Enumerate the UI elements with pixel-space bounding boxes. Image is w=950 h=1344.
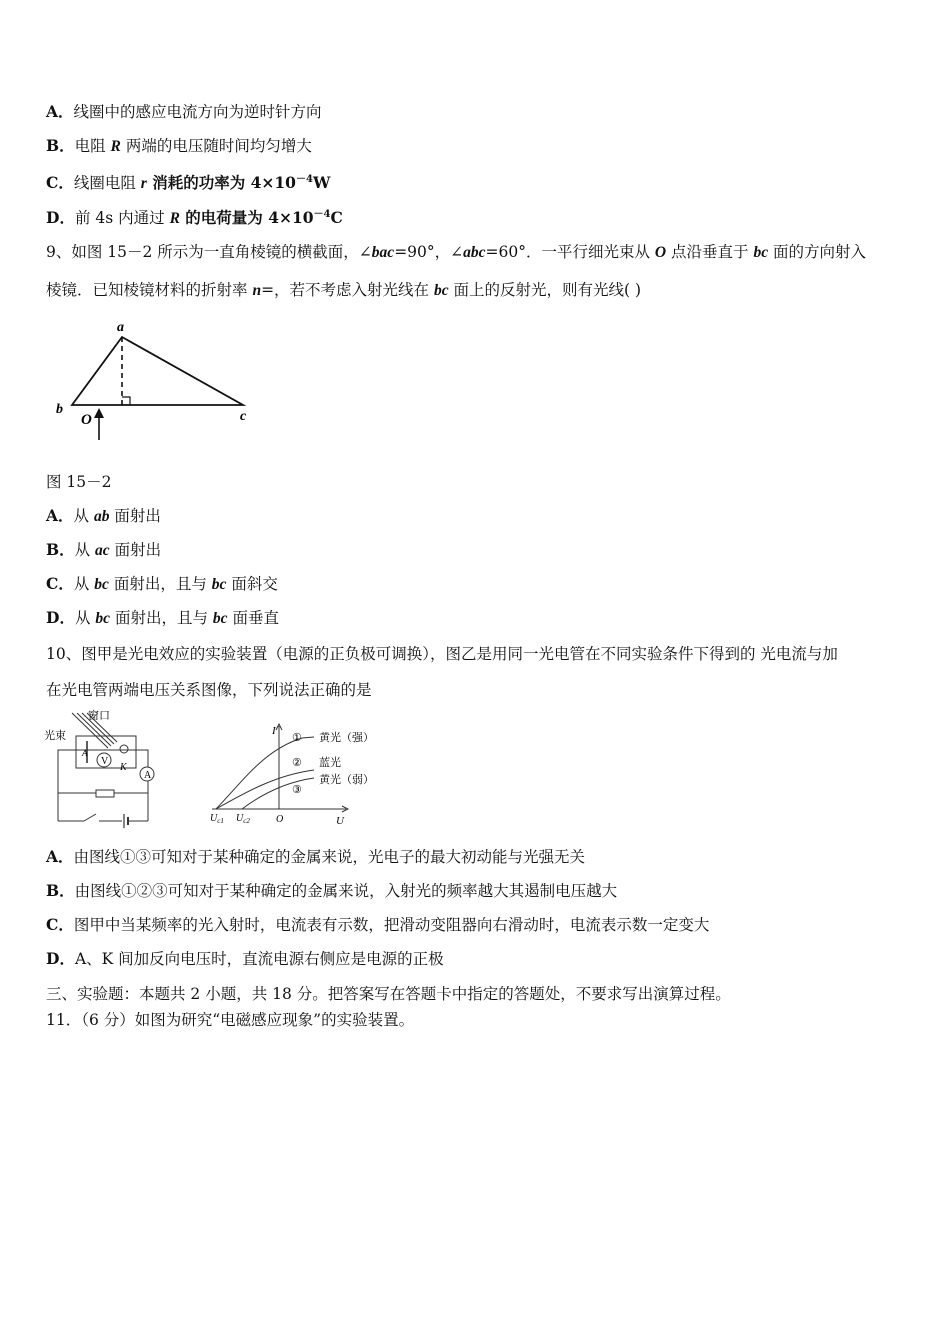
q10-option-a xyxy=(46,846,585,868)
uc2-symbol: U xyxy=(236,813,244,824)
q8-option-d xyxy=(46,204,343,230)
option-text: 面射出 xyxy=(109,507,161,525)
option-key: C． xyxy=(46,173,74,192)
origin-label: O xyxy=(276,814,284,825)
uc2-label xyxy=(236,813,250,825)
cathode-label: K xyxy=(120,762,127,773)
option-key: D． xyxy=(46,608,75,627)
variable: r xyxy=(140,175,147,192)
electrode xyxy=(120,745,128,753)
variable: ac xyxy=(95,542,110,559)
stem-text: =60°．一平行细光束从 xyxy=(485,243,655,261)
option-text: 从 xyxy=(74,541,96,559)
q10-stem-line2: 在光电管两端电压关系图像，下列说法正确的是 xyxy=(46,681,372,699)
vertex-label-b: b xyxy=(56,402,63,417)
variable: bc xyxy=(753,244,769,261)
variable: abc xyxy=(463,244,486,261)
option-key: A． xyxy=(46,847,74,866)
ammeter-label: A xyxy=(144,770,152,781)
variable: O xyxy=(654,244,667,261)
stem-text: 点沿垂直于 xyxy=(666,243,754,261)
option-text: 前 4s 内通过 xyxy=(74,209,170,227)
photocurrent-graph-figure xyxy=(206,720,386,828)
q9-stem-line2 xyxy=(46,279,641,302)
variable: bc xyxy=(211,576,227,593)
exponent: －4 xyxy=(295,174,313,185)
voltmeter-label: V xyxy=(101,756,109,767)
option-text: 消耗的功率为 4×10 xyxy=(146,173,296,192)
curve-1-label: 黄光（强） xyxy=(319,732,374,744)
variable: bc xyxy=(95,610,111,627)
option-text: 从 xyxy=(73,575,95,593)
option-text: 从 xyxy=(74,609,96,627)
q9-stem-line1 xyxy=(46,241,866,264)
option-text: 由图线①③可知对于某种确定的金属来说，光电子的最大初动能与光强无关 xyxy=(73,848,586,866)
option-text: 从 xyxy=(73,507,94,525)
anode-label: A xyxy=(82,748,88,758)
exponent: －4 xyxy=(313,209,331,220)
curve-1-number: ① xyxy=(292,732,302,744)
variable: bc xyxy=(212,610,228,627)
variable: n xyxy=(252,282,262,299)
figure-caption: 图 15－2 xyxy=(46,473,112,491)
option-key: B． xyxy=(46,540,75,559)
right-angle-mark xyxy=(122,397,130,405)
stem-text: =，若不考虑入射光线在 xyxy=(261,281,434,299)
q10-option-d xyxy=(46,948,444,970)
uc2-subscript: c2 xyxy=(243,817,250,825)
option-text: 面射出 xyxy=(109,541,162,559)
option-text: 图甲中当某频率的光入射时，电流表有示数，把滑动变阻器向右滑动时，电流表示数一定变大 xyxy=(73,916,710,934)
beam-label: 光束 xyxy=(44,730,66,742)
option-text: A、K 间加反向电压时，直流电源右侧应是电源的正极 xyxy=(74,950,444,968)
option-text: 面射出，且与 xyxy=(110,609,213,627)
option-text: 电阻 xyxy=(74,137,111,155)
stem-text: 面上的反射光，则有光线( ) xyxy=(448,281,642,299)
option-text: 线圈中的感应电流方向为逆时针方向 xyxy=(73,103,322,121)
option-text: 面垂直 xyxy=(227,609,279,627)
q8-option-b xyxy=(46,135,312,158)
option-key: A． xyxy=(46,506,74,525)
uc1-label xyxy=(210,813,224,825)
q9-option-a xyxy=(46,505,161,528)
q9-option-c xyxy=(46,573,278,596)
curve-2-label: 蓝光 xyxy=(319,757,341,769)
point-label-o: O xyxy=(81,412,92,428)
q8-option-c xyxy=(46,169,330,195)
option-text: 线圈电阻 xyxy=(73,174,141,192)
q11-stem: 11．（6 分）如图为研究“电磁感应现象”的实验装置。 xyxy=(46,1011,415,1029)
option-key: B． xyxy=(46,881,75,900)
variable: bc xyxy=(433,282,449,299)
stem-text: 9、如图 15－2 所示为一直角棱镜的横截面，∠ xyxy=(46,243,372,261)
window-label: 窗口 xyxy=(88,710,110,722)
prism-figure xyxy=(50,316,260,446)
option-text: 两端的电压随时间均匀增大 xyxy=(120,137,312,155)
variable: R xyxy=(169,210,180,227)
q9-option-b xyxy=(46,539,161,562)
variable: bc xyxy=(94,576,109,593)
stem-text: 棱镜．已知棱镜材料的折射率 xyxy=(46,281,253,299)
rheostat-icon xyxy=(96,790,114,797)
stem-text: =90°，∠ xyxy=(394,243,464,261)
vertex-label-c: c xyxy=(240,409,247,424)
prism-triangle xyxy=(72,337,243,405)
vertex-label-a: a xyxy=(117,320,124,335)
option-text: 的电荷量为 4×10 xyxy=(179,208,314,227)
curve-3-label: 黄光（弱） xyxy=(319,774,374,786)
y-axis-label: I xyxy=(272,725,276,737)
uc1-symbol: U xyxy=(210,813,218,824)
option-text: 面斜交 xyxy=(226,575,278,593)
switch-icon xyxy=(84,814,96,821)
option-key: B． xyxy=(46,136,75,155)
curve-2-number: ② xyxy=(292,757,302,769)
variable: ab xyxy=(93,508,110,525)
q10-option-c xyxy=(46,914,709,936)
q10-option-b xyxy=(46,880,617,902)
variable: bac xyxy=(371,244,395,261)
section-3-heading: 三、实验题：本题共 2 小题，共 18 分。把答案写在答题卡中指定的答题处，不要求写出演算过程。 xyxy=(46,985,731,1003)
q9-option-d xyxy=(46,607,279,630)
arrow-up-icon xyxy=(94,408,104,418)
option-key: A． xyxy=(46,102,74,121)
curve-3 xyxy=(242,778,314,809)
q10-stem-line1: 10、图甲是光电效应的实验装置（电源的正负极可调换），图乙是用同一光电管在不同实验条件下得到的 光电流与加 xyxy=(46,645,838,663)
option-key: C． xyxy=(46,915,74,934)
variable: R xyxy=(110,138,121,155)
stem-text: 面的方向射入 xyxy=(768,243,867,261)
uc1-subscript: c1 xyxy=(217,817,224,825)
option-text: 面射出，且与 xyxy=(108,575,212,593)
option-key: D． xyxy=(46,949,75,968)
option-text: 由图线①②③可知对于某种确定的金属来说，入射光的频率越大其遏制电压越大 xyxy=(74,882,618,900)
photoelectric-apparatus-figure xyxy=(44,708,169,833)
option-key: D． xyxy=(46,208,75,227)
unit: W xyxy=(312,173,331,192)
q8-option-a xyxy=(46,101,322,123)
option-key: C． xyxy=(46,574,74,593)
unit: C xyxy=(330,208,343,227)
x-axis-label: U xyxy=(336,815,344,827)
curve-3-number: ③ xyxy=(292,784,302,796)
